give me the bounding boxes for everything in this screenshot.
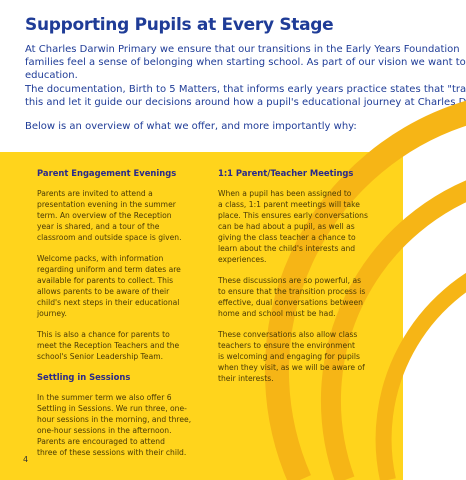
body-paragraph <box>218 329 396 384</box>
body-line: learn about the child's interests and <box>218 244 356 253</box>
body-line: home and school must be had. <box>218 309 336 318</box>
body-line: meet the Reception Teachers and the <box>37 341 180 350</box>
body-line: place. This ensures early conversations <box>218 211 368 220</box>
body-paragraph <box>37 253 197 319</box>
body-line: When a pupil has been assigned to <box>218 189 352 198</box>
body-line: journey. <box>37 309 67 318</box>
body-line: giving the class teacher a chance to <box>218 233 356 242</box>
body-paragraph <box>37 392 197 458</box>
body-line: their interests. <box>218 374 274 383</box>
body-line: three of these sessions with their child. <box>37 448 187 457</box>
intro-paragraph <box>25 120 425 133</box>
page-number: 4 <box>23 455 29 464</box>
intro-section <box>0 0 466 152</box>
body-line: school's Senior Leadership Team. <box>37 352 164 361</box>
body-line: This is also a chance for parents to <box>37 330 170 339</box>
body-line: presentation evening in the summer <box>37 200 176 209</box>
section-heading: Parent Engagement Evenings <box>37 168 177 178</box>
body-line: Welcome packs, with information <box>37 254 164 263</box>
body-line: a class, 1:1 parent meetings will take <box>218 200 360 209</box>
body-paragraph <box>218 275 396 319</box>
body-line: Settling in Sessions. We run three, one- <box>37 404 187 413</box>
section-heading: 1:1 Parent/Teacher Meetings <box>218 168 354 178</box>
intro-line: At Charles Darwin Primary we ensure that our transitions in the Early Years Foundation <box>25 44 460 55</box>
page-title: Supporting Pupils at Every Stage <box>25 15 334 35</box>
intro-line: The documentation, Birth to 5 Matters, that informs early years practice states that "tra <box>25 84 466 95</box>
body-line: when they visit, as we will be aware of <box>218 363 365 372</box>
intro-line: education. <box>25 70 78 81</box>
intro-paragraph <box>25 43 466 82</box>
body-line: term. An overview of the Reception <box>37 211 172 220</box>
intro-line: this and let it guide our decisions around how a pupil's educational journey at Charles D <box>25 97 466 108</box>
intro-line: families feel a sense of belonging when starting school. As part of our vision we want to <box>25 57 466 68</box>
body-line: hour sessions in the morning, and three, <box>37 415 192 424</box>
body-line: Parents are invited to attend a <box>37 189 153 198</box>
body-paragraph <box>37 329 197 362</box>
body-line: These conversations also allow class <box>218 330 358 339</box>
body-line: In the summer term we also offer 6 <box>37 393 172 402</box>
body-line: experiences. <box>218 255 267 264</box>
body-line: to ensure that the transition process is <box>218 287 366 296</box>
intro-line: Below is an overview of what we offer, and more importantly why: <box>25 121 357 132</box>
body-line: year is shared, and a tour of the <box>37 222 160 231</box>
body-paragraph <box>218 188 396 265</box>
body-paragraph <box>37 188 197 243</box>
intro-paragraph <box>25 83 466 109</box>
body-line: available for parents to collect. This <box>37 276 174 285</box>
body-line: child's next steps in their educational <box>37 298 180 307</box>
left-column <box>37 168 197 468</box>
body-line: teachers to ensure the environment <box>218 341 356 350</box>
content-panel <box>0 152 403 480</box>
body-line: regarding uniform and term dates are <box>37 265 181 274</box>
section-heading: Settling in Sessions <box>37 372 131 382</box>
body-line: one-hour sessions in the afternoon. <box>37 426 172 435</box>
body-line: is welcoming and engaging for pupils <box>218 352 360 361</box>
body-line: effective, dual conversations between <box>218 298 363 307</box>
body-line: These discussions are so powerful, as <box>218 276 362 285</box>
body-line: can be had about a pupil, as well as <box>218 222 355 231</box>
right-column <box>218 168 396 394</box>
body-line: Parents are encouraged to attend <box>37 437 165 446</box>
body-line: classroom and outside space is given. <box>37 233 182 242</box>
body-line: allows parents to be aware of their <box>37 287 170 296</box>
